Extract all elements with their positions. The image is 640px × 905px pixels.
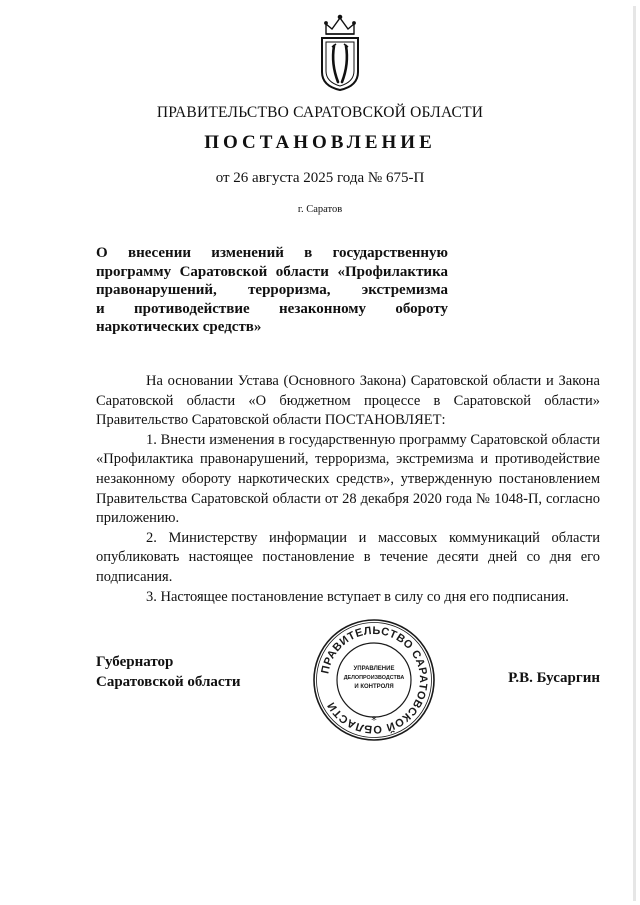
body-item-3: 3. Настоящее постановление вступает в силу со дня его подписания. [146, 588, 569, 605]
signer-position [96, 652, 241, 692]
subject-line: правонарушений, терроризма, экстремизма [96, 282, 448, 298]
subject-line: и противодействие незаконному обороту [96, 300, 448, 317]
document-type-title: ПОСТАНОВЛЕНИЕ [204, 132, 436, 153]
stamp-center-line3: И КОНТРОЛЯ [354, 684, 394, 690]
stamp-ring-text: ПРАВИТЕЛЬСТВО САРАТОВСКОЙ ОБЛАСТИ [319, 624, 430, 736]
document-subject [96, 244, 448, 337]
coat-of-arms-emblem [318, 14, 362, 92]
stamp-center-line2: ДЕЛОПРОИЗВОДСТВА [343, 675, 405, 681]
subject-line: программу Саратовской области «Профилактика [96, 263, 448, 280]
body-item-2: 2. Министерству информации и массовых коммуникаций области опубликовать настоящее постановление в течение десяти дней со дня его подписания. [96, 529, 600, 585]
document-city: г. Саратов [297, 204, 343, 215]
signer-position-line2: Саратовской области [96, 674, 241, 690]
signer-name: Р.В. Бусаргин [508, 670, 600, 686]
document-body [96, 372, 600, 607]
body-item-1: 1. Внести изменения в государственную программу Саратовской области «Профилактика правонарушений, терроризма, экстремизма и противодействие незаконному обороту наркотических средств», утвержденную постановлением Правительства Саратовской области от 28 декабря 2020 года № 1048-П, согласно приложению. [96, 431, 600, 527]
signer-position-line1: Губернатор [96, 654, 174, 670]
official-stamp [312, 618, 436, 742]
stamp-center-line1: УПРАВЛЕНИЕ [353, 666, 395, 672]
organization-name: ПРАВИТЕЛЬСТВО САРАТОВСКОЙ ОБЛАСТИ [156, 104, 484, 121]
subject-line: наркотических средств» [96, 319, 262, 335]
document-date-number: от 26 августа 2025 года № 675-П [215, 170, 425, 186]
body-preamble: На основании Устава (Основного Закона) Саратовской области и Закона Саратовской области «О бюджетном процессе в Саратовской области» Правительство Саратовской области ПОСТАНОВЛЯЕТ: [96, 373, 600, 429]
stamp-star: * [371, 714, 377, 727]
scan-edge-shadow [633, 6, 636, 901]
subject-line: О внесении изменений в государственную [96, 245, 448, 261]
